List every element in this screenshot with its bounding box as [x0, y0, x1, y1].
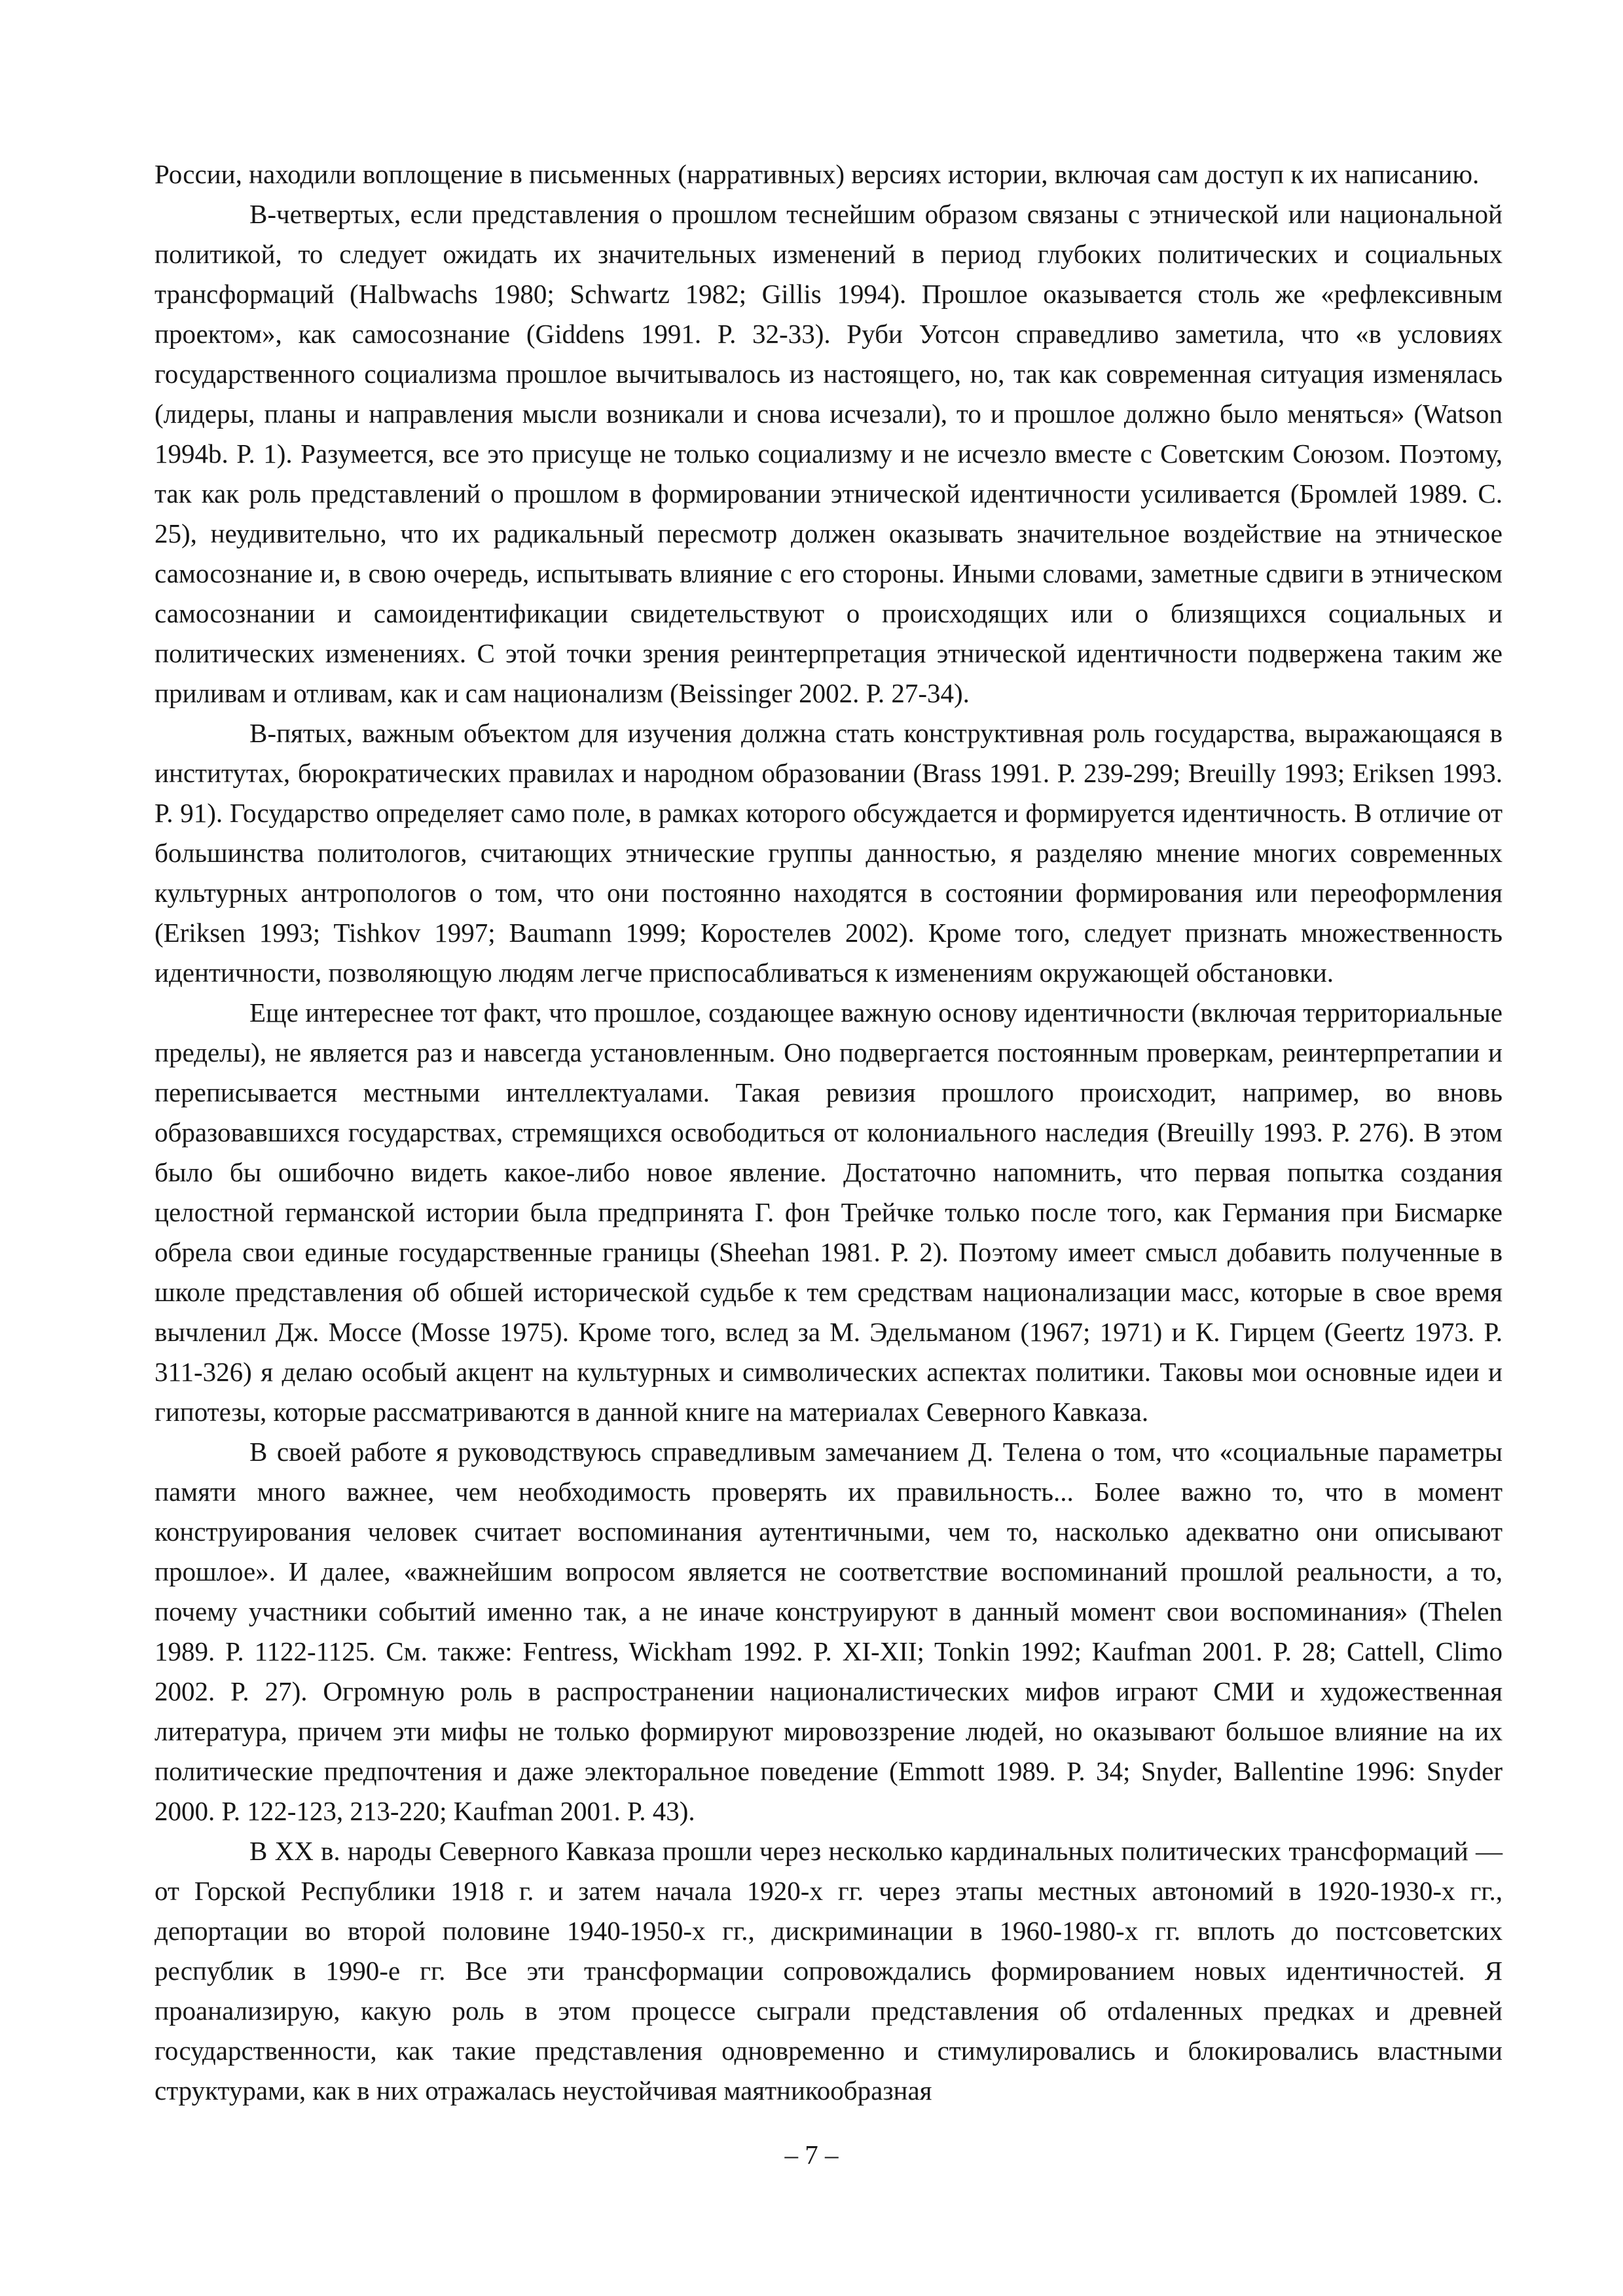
paragraph-continuation: России, находили воплощение в письменных (нарративных) версиях истории, включая сам доступ к их написанию.	[155, 159, 1480, 189]
paragraph-past-revision: Еще интереснее тот факт, что прошлое, создающее важную основу идентичности (включая территориальные пределы), не является раз и навсегда установленным. Оно подвергается постоянным проверкам, реинтерпретапии и переписывается местными интеллектуалами. Такая ревизия прошлого происходит, например, во вновь образовавшихся государствах, стремящихся освободиться от колониального наследия (Breuilly 1993. P. 276). В этом было бы ошибочно видеть какое-либо новое явление. Достаточно напомнить, что первая попытка создания целостной германской истории была предпринята Г. фон Трейчке только после того, как Германия при Бисмарке обрела свои единые государственные границы (Sheehan 1981. P. 2). Поэтому имеет смысл добавить полученные в школе представления об обшей исторической судьбе к тем средствам национализации масс, которые в свое время вычленил Дж. Моссе (Mosse 1975). Кроме того, вслед за М. Эдельманом (1967; 1971) и К. Гирцем (Geertz 1973. P. 311-326) я делаю особый акцент на культурных и символических аспектах политики. Таковы мои основные идеи и гипотезы, которые рассматриваются в данной книге на материалах Северного Кавказа.	[155, 997, 1503, 1427]
paragraph-north-caucasus: В XX в. народы Северного Кавказа прошли через несколько кардинальных политических трансформаций — от Горской Республики 1918 г. и затем начала 1920-х гг. через этапы местных автономий в 1920-1930-х гг., депортации во второй половине 1940-1950-х гг., дискриминации в 1960-1980-х гг. вплоть до постсоветских республик в 1990-е гг. Все эти трансформации сопровождались формированием новых идентичностей. Я проанализирую, какую роль в этом процессе сыграли представления об отdаленных предках и древней государственности, как такие представления одновременно и стимулировались и блокировались властными структурами, как в них отражалась неустойчивая маятникообразная	[155, 1836, 1503, 2106]
paragraph-fifth: В-пятых, важным объектом для изучения должна стать конструктивная роль государства, выражающаяся в институтах, бюрократических правилах и народном образовании (Brass 1991. P. 239-299; Breuilly 1993; Eriksen 1993. P. 91). Государство определяет само поле, в рамках которого обсуждается и формируется идентичность. В отличие от большинства политологов, считающих этнические группы данностью, я разделяю мнение многих современных культурных антропологов о том, что они постоянно находятся в состоянии формирования или переоформления (Eriksen 1993; Tishkov 1997; Baumann 1999; Коростелев 2002). Кроме того, следует признать множественность идентичности, позволяющую людям легче приспосабливаться к изменениям окружающей обстановки.	[155, 718, 1503, 988]
page-number: – 7 –	[784, 2140, 839, 2170]
document-page	[155, 154, 1503, 2111]
paragraph-memory: В своей работе я руководствуюсь справедливым замечанием Д. Телена о том, что «социальные параметры памяти много важнее, чем необходимость проверять их правильность... Более важно то, что в момент конструирования человек считает воспоминания аутентичными, чем то, насколько адекватно они описывают прошлое». И далее, «важнейшим вопросом является не соответствие воспоминаний прошлой реальности, а то, почему участники событий именно так, а не иначе конструируют в данный момент свои воспоминания» (Thelen 1989. P. 1122-1125. См. также: Fentress, Wickham 1992. P. XI-XII; Tonkin 1992; Kaufman 2001. P. 28; Cattell, Climo 2002. P. 27). Огромную роль в распространении националистических мифов играют СМИ и художественная литература, причем эти мифы не только формируют мировоззрение людей, но оказывают большое влияние на их политические предпочтения и даже электоральное поведение (Emmott 1989. P. 34; Snyder, Ballentine 1996: Snyder 2000. P. 122-123, 213-220; Kaufman 2001. P. 43).	[155, 1437, 1503, 1826]
paragraph-fourth: В-четвертых, если представления о прошлом теснейшим образом связаны с этнической или национальной политикой, то следует ожидать их значительных изменений в период глубоких политических и социальных трансформаций (Halbwachs 1980; Schwartz 1982; Gillis 1994). Прошлое оказывается столь же «рефлексивным проектом», как самосознание (Giddens 1991. P. 32-33). Руби Уотсон справедливо заметила, что «в условиях государственного социализма прошлое вычитывалось из настоящего, но, так как современная ситуация изменялась (лидеры, планы и направления мысли возникали и снова исчезали), то и прошлое должно было меняться» (Watson 1994b. P. 1). Разумеется, все это присуще не только социализму и не исчезло вместе с Советским Союзом. Поэтому, так как роль представлений о прошлом в формировании этнической идентичности усиливается (Бромлей 1989. С. 25), неудивительно, что их радикальный пересмотр должен оказывать значительное воздействие на этническое самосознание и, в свою очередь, испытывать влияние с его стороны. Иными словами, заметные сдвиги в этническом самосознании и самоидентификации свидетельствуют о происходящих или о близящихся социальных и политических изменениях. С этой точки зрения реинтерпретация этнической идентичности подвержена таким же приливам и отливам, как и сам национализм (Beissinger 2002. P. 27-34).	[155, 199, 1503, 708]
